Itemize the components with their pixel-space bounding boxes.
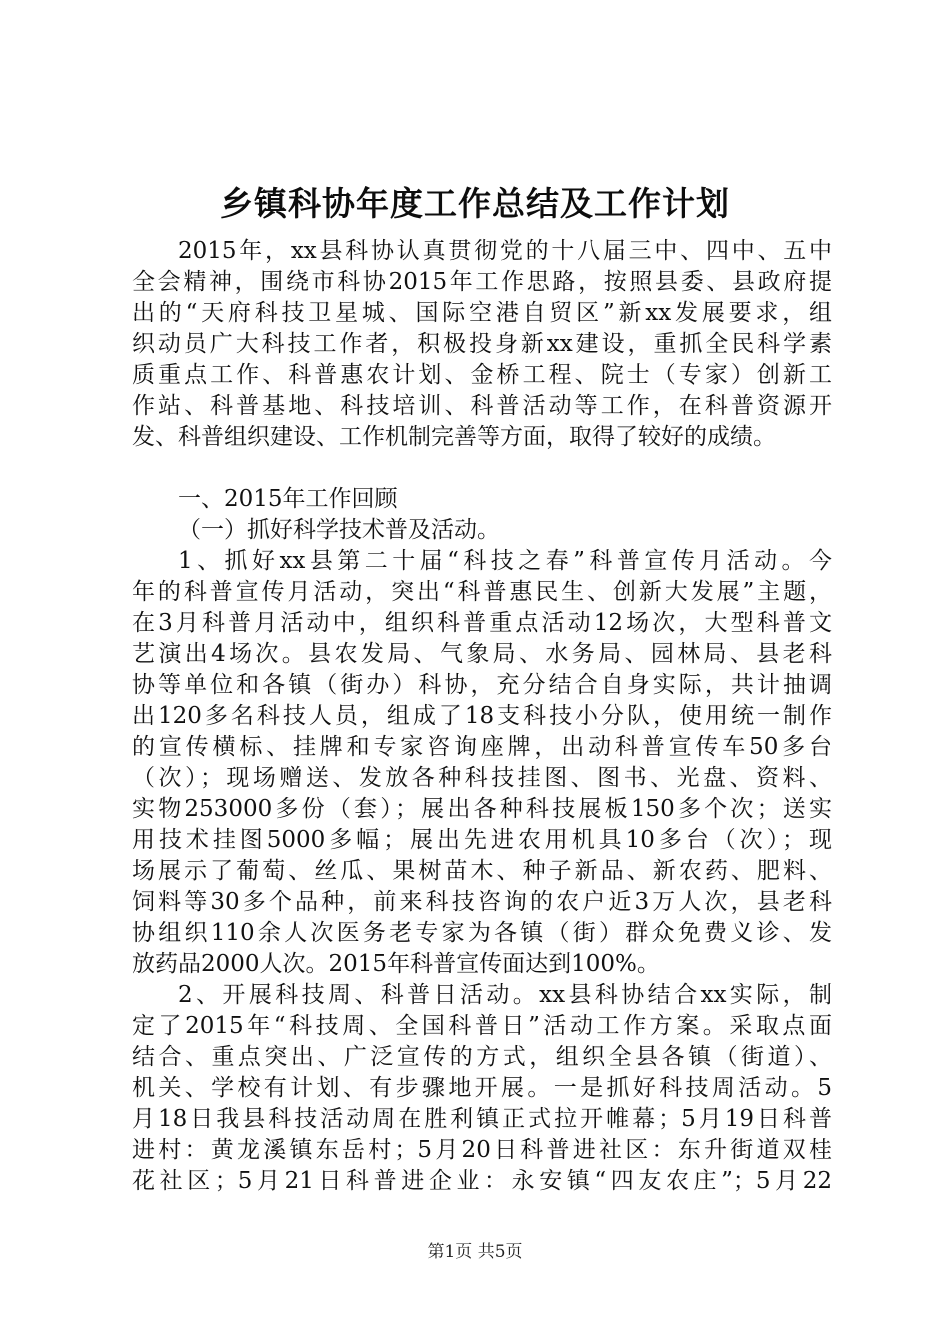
- text-line: 协等单位和各镇（街办）科协，充分结合自身实际，共计抽调: [132, 672, 832, 698]
- text-line: 实物253000多份（套）；展出各种科技展板150多个次；送实: [132, 796, 832, 822]
- text-line: 作站、科普基地、科技培训、科普活动等工作，在科普资源开: [132, 393, 832, 419]
- text-line: 机关、学校有计划、有步骤地开展。一是抓好科技周活动。5: [132, 1075, 832, 1101]
- text-line: 年的科普宣传月活动，突出“科普惠民生、创新大发展”主题，: [132, 579, 832, 605]
- text-line: 结合、重点突出、广泛宣传的方式，组织全县各镇（街道）、: [132, 1044, 832, 1070]
- page-footer: 第1页 共5页: [427, 1242, 523, 1262]
- text-line: 协组织110余人次医务老专家为各镇（街）群众免费义诊、发: [132, 920, 832, 946]
- text-line: 定了2015年“科技周、全国科普日”活动工作方案。采取点面: [132, 1013, 832, 1039]
- text-line: 用技术挂图5000多幅；展出先进农用机具10多台（次）；现: [132, 827, 832, 853]
- subsection-heading: （一）抓好科学技术普及活动。: [178, 517, 500, 543]
- section-heading: 一、2015年工作回顾: [178, 486, 398, 512]
- text-line: 出的“天府科技卫星城、国际空港自贸区”新xx发展要求，组: [132, 300, 832, 326]
- intro-paragraph: [132, 236, 832, 453]
- document-title: 乡镇科协年度工作总结及工作计划: [220, 184, 730, 223]
- science-week-paragraph: [132, 980, 832, 1197]
- text-line: 饲料等30多个品种，前来科技咨询的农户近3万人次，县老科: [132, 889, 832, 915]
- science-month-paragraph: [132, 546, 832, 980]
- text-line: 花社区；5月21日科普进企业：永安镇“四友农庄”；5月22: [132, 1168, 832, 1194]
- text-line: 进村：黄龙溪镇东岳村；5月20日科普进社区：东升街道双桂: [132, 1137, 832, 1163]
- text-line: 发、科普组织建设、工作机制完善等方面，取得了较好的成绩。: [132, 424, 776, 450]
- text-line: 月18日我县科技活动周在胜利镇正式拉开帷幕；5月19日科普: [132, 1106, 832, 1132]
- text-line: 的宣传横标、挂牌和专家咨询座牌，出动科普宣传车50多台: [132, 734, 832, 760]
- document-body: [132, 236, 832, 1197]
- text-line: 场展示了葡萄、丝瓜、果树苗木、种子新品、新农药、肥料、: [132, 858, 832, 884]
- text-line: 放药品2000人次。2015年科普宣传面达到100%。: [132, 951, 660, 977]
- text-line: 全会精神，围绕市科协2015年工作思路，按照县委、县政府提: [132, 269, 832, 295]
- text-line: 2015年，xx县科协认真贯彻党的十八届三中、四中、五中: [178, 238, 832, 264]
- text-line: 2、开展科技周、科普日活动。xx县科协结合xx实际，制: [178, 982, 832, 1008]
- text-line: （次）；现场赠送、发放各种科技挂图、图书、光盘、资料、: [132, 765, 832, 791]
- paragraph-gap: [132, 453, 832, 484]
- text-line: 在3月科普月活动中，组织科普重点活动12场次，大型科普文: [132, 610, 832, 636]
- text-line: 织动员广大科技工作者，积极投身新xx建设，重抓全民科学素: [132, 331, 832, 357]
- text-line: 质重点工作、科普惠农计划、金桥工程、院士（专家）创新工: [132, 362, 832, 388]
- text-line: 艺演出4场次。县农发局、气象局、水务局、园林局、县老科: [132, 641, 832, 667]
- text-line: 出120多名科技人员，组成了18支科技小分队，使用统一制作: [132, 703, 832, 729]
- text-line: 1、抓好xx县第二十届“科技之春”科普宣传月活动。今: [178, 548, 832, 574]
